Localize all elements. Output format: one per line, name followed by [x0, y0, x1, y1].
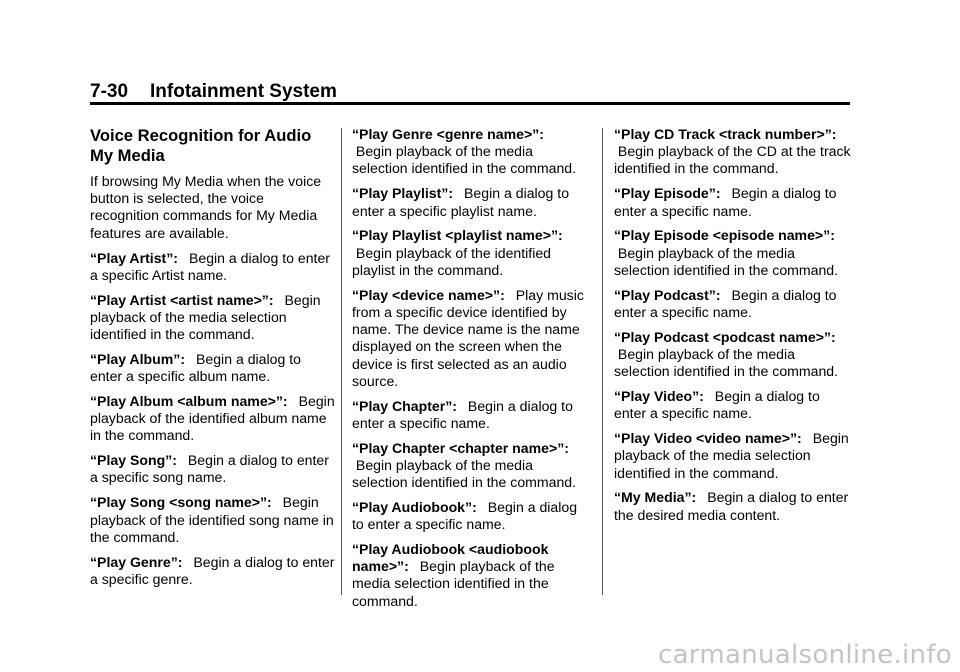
command-entry — [614, 489, 854, 523]
command-list — [614, 126, 854, 524]
command-term: “Play Artist <artist name>”: — [90, 291, 274, 308]
command-term: “Play Episode”: — [614, 185, 721, 202]
command-description: Begin playback of the media selection identified in the command. — [614, 430, 849, 481]
command-description: Begin a dialog to enter a specific album name. — [90, 350, 301, 385]
command-description: Begin a dialog to enter a specific genre. — [90, 553, 335, 587]
chapter-title: Infotainment System — [150, 81, 337, 102]
command-description: Begin playback of the identified album name in the command. — [90, 392, 335, 444]
watermark: carmanualsonline.info — [657, 640, 952, 670]
command-list — [352, 126, 590, 610]
column-3 — [614, 126, 854, 532]
command-entry — [352, 287, 590, 390]
command-term: “Play Audiobook <audiobook name>”: — [352, 541, 549, 575]
command-entry — [614, 329, 854, 381]
command-term: “Play Video”: — [614, 388, 704, 405]
command-term: “My Media”: — [614, 489, 697, 506]
command-description: Begin a dialog to enter a specific name. — [352, 498, 578, 533]
command-entry — [352, 398, 590, 432]
command-term: “Play Album”: — [90, 350, 186, 367]
page-header — [90, 80, 850, 104]
command-entry — [352, 227, 590, 279]
command-term: “Play Song”: — [90, 452, 177, 469]
command-term: “Play Artist”: — [90, 249, 178, 266]
command-description: Begin playback of the media selection identified in the command. — [614, 244, 839, 278]
command-entry — [352, 126, 590, 178]
command-entry — [90, 351, 336, 385]
command-term: “Play Podcast”: — [614, 286, 721, 303]
command-list — [90, 250, 336, 589]
command-entry — [614, 430, 854, 482]
command-entry — [352, 440, 590, 492]
command-description: Begin playback of the media selection identified in the command. — [90, 291, 321, 342]
command-description: Begin playback of the identified playlist in the command. — [352, 244, 552, 278]
command-term: “Play Chapter <chapter name>”: — [352, 439, 569, 456]
command-term: “Play Episode <episode name>”: — [614, 227, 835, 244]
command-term: “Play Genre <genre name>”: — [352, 126, 544, 142]
command-term: “Play Video <video name>”: — [614, 430, 802, 447]
command-term: “Play Album <album name>”: — [90, 392, 288, 409]
column-divider — [341, 128, 342, 595]
command-entry — [614, 227, 854, 279]
command-term: “Play Playlist <playlist name>”: — [352, 227, 563, 244]
section-intro: If browsing My Media when the voice button is selected, the voice recognition commands for My Media features are available. — [90, 173, 322, 241]
command-term: “Play Song <song name>”: — [90, 494, 272, 511]
command-description: Begin playback of the media selection identified in the command. — [614, 345, 839, 380]
command-term: “Play <device name>”: — [352, 286, 505, 303]
command-term: “Play Playlist”: — [352, 185, 454, 202]
command-description: Begin a dialog to enter a specific song name. — [90, 452, 329, 486]
command-entry — [614, 287, 854, 321]
command-entry — [90, 452, 336, 486]
command-description: Begin a dialog to enter the desired media content. — [614, 489, 849, 523]
command-term: “Play Genre”: — [90, 553, 183, 570]
column-1 — [90, 126, 336, 596]
command-description: Begin playback of the CD at the track identified in the command. — [614, 143, 851, 177]
command-description: Begin playback of the media selection identified in the command. — [352, 456, 577, 491]
command-description: Begin playback of the identified song name in the command. — [90, 494, 334, 545]
command-entry — [90, 393, 336, 445]
command-entry — [614, 185, 854, 219]
command-description: Begin a dialog to enter a specific name. — [614, 185, 837, 219]
command-entry — [90, 250, 336, 284]
column-divider — [602, 128, 603, 595]
header-rule — [90, 102, 850, 105]
command-description: Begin a dialog to enter a specific name. — [614, 388, 820, 422]
command-description: Begin playback of the media selection identified in the command. — [352, 558, 555, 609]
command-entry — [352, 499, 590, 533]
command-entry — [614, 126, 854, 178]
command-term: “Play CD Track <track number>”: — [614, 126, 837, 142]
command-description: Begin a dialog to enter a specific name. — [614, 286, 837, 320]
command-term: “Play Audiobook”: — [352, 498, 477, 515]
column-2 — [352, 126, 590, 618]
command-term: “Play Chapter”: — [352, 397, 457, 414]
command-description: Begin a dialog to enter a specific playlist name. — [352, 185, 570, 219]
command-description: Begin a dialog to enter a specific name. — [352, 397, 573, 431]
command-entry — [352, 541, 590, 610]
section-title: Voice Recognition for Audio My Media — [90, 126, 312, 165]
command-entry — [90, 494, 336, 546]
command-description: Begin playback of the media selection identified in the command. — [352, 143, 577, 177]
command-entry — [90, 554, 336, 588]
command-entry — [352, 185, 590, 219]
command-description: Play music from a specific device identified by name. The device name is the name displayed on the screen when the device is first selected as an audio source. — [352, 286, 584, 389]
page-number: 7-30 — [90, 81, 129, 102]
command-description: Begin a dialog to enter a specific Artist name. — [90, 249, 330, 283]
command-entry — [90, 292, 336, 344]
command-term: “Play Podcast <podcast name>”: — [614, 328, 836, 345]
command-entry — [614, 388, 854, 422]
